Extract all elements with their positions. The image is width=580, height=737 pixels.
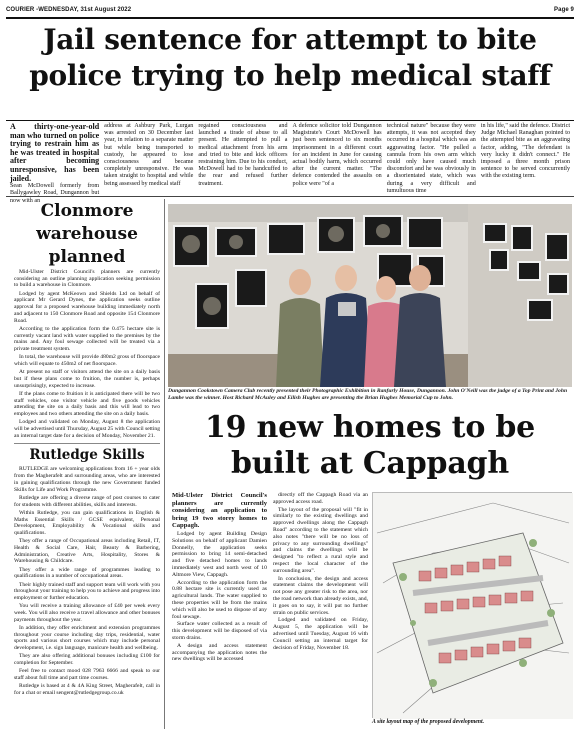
clonmore-paragraph: Lodged by agent McKeown and Shields Ltd on behalf of applicant Mr Gerard Dynes, the application seeks outline approval for a proposed warehouse building immediately north and adjacent to 150 Clonmore Road and opposite 154 Clonmore Road. <box>14 290 160 324</box>
cappagh-paragraph: directly off the Cappagh Road via an approved access road. <box>273 492 368 505</box>
jail-story-col-5: technical nature" because they were attempts, it was not accepted they occurred in a hospital which was an aggravating factor. "He pulled a cannula from his own arm which could only have caused much discomfort and he was obviously in a disorientated state, which was during a very difficult and tumultuous time <box>386 123 476 194</box>
column-divider <box>164 199 165 729</box>
cappagh-paragraph: According to the application form the 0.88 hectare site is currently used as agricultural lands. The water supplied to these properties will be from the mains which will also be used to dispose of any foul sewage. <box>172 579 267 620</box>
section-divider <box>6 196 574 197</box>
clonmore-paragraph: In total, the warehouse will provide 480m2 gross of floorspace which will equate to 450m2 of net floorspace. <box>14 354 160 367</box>
cappagh-paragraph: Lodged and validated on Friday, August 5, the application will be advertised until Tuesday, August 16 with Council setting an internal target for decision of Friday, November 18. <box>273 617 368 651</box>
rutledge-paragraph: Feel free to contact mood 028 7963 6666 and speak to our staff about full time and part time courses. <box>14 668 160 682</box>
rutledge-paragraph: They offer a wide range of programmes leading to qualifications in a number of occupational areas. <box>14 566 160 580</box>
left-column <box>14 200 160 731</box>
clonmore-paragraph: At present no staff or visitors attend the site on a daily basis but if these plans come to fruition, the number is, perhaps unsurprisingly, expected to increase. <box>14 369 160 389</box>
clonmore-story <box>14 269 160 439</box>
rutledge-paragraph: Rutledge are offering a diverse range of post courses to cater for students with different abilities, skills and interests. <box>14 494 160 508</box>
page-number: Page 9 <box>554 7 574 13</box>
cappagh-story-col-2 <box>273 492 368 732</box>
jail-story-col-6: in his life," said the defence. District Judge Michael Ranaghan pointed to the attempted bite as an aggravating factor, adding, "The defendant is very lucky it didn't connect." He imposed a three month prison sentence to be served concurrently with the existing term. <box>480 123 571 180</box>
rutledge-paragraph: Their highly trained staff and support team will work with you throughout your training to help you to achieve and progress into employment or further education. <box>14 581 160 602</box>
newspaper-dateline: COURIER -WEDNESDAY, 31st August 2022 <box>6 7 132 13</box>
site-plan-drawing <box>373 493 573 719</box>
cappagh-headline: 19 new homes to be built at Cappagh <box>204 410 536 481</box>
camera-club-photo <box>168 204 572 387</box>
jail-story-col-2: address at Ashbury Park, Lurgan was arrested on 30 December last year, in relation to a separate matter but while being transported to custody, he appeared to lose consciousness and became completely unresponsive. He was taken straight to hospital and while being assessed by medical staff <box>104 123 194 187</box>
cappagh-paragraph: Lodged by agent Building Design Solutions on behalf of applicant Damien Donnelly, the application seeks permission to bring 14 semi-detached and five detached homes to lands immediately west and north west of 10 Altmore View, Cappagh. <box>172 530 267 578</box>
page-header <box>6 4 574 16</box>
cappagh-paragraph: In conclusion, the design and access statement claims the development will not pose any greater risk to the area, nor the road network than already exists, and, it goes on to say, it will put no further strain on public services. <box>273 575 368 616</box>
rutledge-story <box>14 466 160 696</box>
rutledge-paragraph: Within Rutledge, you can gain qualifications in English & Maths Essential Skills / GCSE equivalent, Personal Development, Employability & Vocational skills and qualifications. <box>14 509 160 536</box>
clonmore-headline: Clonmore warehouse planned <box>36 201 138 267</box>
photo-illustration <box>168 204 572 387</box>
cappagh-story <box>172 492 368 732</box>
rutledge-paragraph: In addition, they offer enrichment and extension programmes throughout your course including day trips, residential, water sports and various short courses which may include personal development, i.e. sign language, manicure health and wellbeing. <box>14 625 160 652</box>
clonmore-paragraph: Mid-Ulster District Council's planners are currently considering an outline planning application seeking permission to build a warehouse in Clonmore. <box>14 269 160 289</box>
cappagh-story-col-1 <box>172 492 267 732</box>
headline-rule <box>6 120 574 121</box>
headline-line-1: Jail sentence for attempt to bite <box>43 23 537 56</box>
rutledge-headline: Rutledge Skills <box>14 443 160 464</box>
cappagh-lead: Mid-Ulster District Council's planners are currently considering an application to bring 19 two storey homes to Cappagh. <box>172 492 267 530</box>
cappagh-paragraph: Surface water collected as a result of this development will be disposed of via storm drains. <box>172 621 267 641</box>
site-layout-map <box>372 492 572 718</box>
clonmore-paragraph: If the plans come to fruition it is anticipated there will be two staff vehicles, one visitor vehicle and five goods vehicles attending the site on a daily basis and this will lead to two employees and two others attending the site on a daily basis. <box>14 390 160 418</box>
jail-story-body <box>10 122 571 204</box>
clonmore-paragraph: According to the application form the 0.475 hectare site is currently vacant land with water supplied to the premises by the mains and. Any foul sewage collected will be treated via a private treatment system. <box>14 325 160 352</box>
jail-story-lead: A thirty-one-year-old man who turned on police trying to restrain him as he was treated in hospital after becoming unresponsive, has been jailed. <box>10 122 100 183</box>
rutledge-paragraph: You will receive a training allowance of £40 per week every week. You will also receive a travel allowance and other bonuses payments throughout the year. <box>14 603 160 623</box>
rutledge-paragraph: Rutledge is based at 4 & 4A King Street, Magherafelt, call in for a chat or email sengent@rutledgegroup.co.uk <box>14 683 160 697</box>
rutledge-paragraph: RUTLEDGE are welcoming applications from 16 + year olds from the Magherafelt and surrounding areas, who are interested in gaining qualifications through the new Government funded Skills for Life and Work Programme. <box>14 466 160 493</box>
photo-caption: Dungannon Cookstown Camera Club recently presented their Photographic Exhibition in Ranfurly House, Dungannon. John O'Neill was the judge of a Top Print and John Lambe was the winner. Host Richard McAuley and Eilish Hughes are presenting the Brian Hughes Memorial Cup to John. <box>168 388 568 401</box>
map-caption: A site layout map of the proposed development. <box>372 719 485 725</box>
jail-story-col-4: A defence solicitor told Dungannon Magistrate's Court McDowell has just been sentenced to six months imprisonment in a different court for an incident in June for causing actual bodily harm, which occurred after the current matter. "The defence contended the assaults on police were "of a <box>292 123 382 187</box>
cappagh-paragraph: A design and access statement accompanying the application notes the new dwellings will be accessed <box>172 642 267 663</box>
header-rule <box>6 17 574 19</box>
clonmore-paragraph: Lodged and validated on Monday, August 8 the application will be advertised until Thursday, August 25 with Council setting an internal target date for a decision of Monday, November 21. <box>14 419 160 439</box>
cappagh-paragraph: The layout of the proposal will "fit in similarly to the existing dwellings and approved dwellings along the Cappagh Road" according to the statement which also notes "there will be no loss of privacy to any surrounding dwellings" and claims the dwellings will be designed "to reflect a rural style and respect the local character of the surrounding area". <box>273 506 368 574</box>
main-headline <box>8 22 572 94</box>
rutledge-paragraph: They are also offering additional bonuses including £100 for completion for September. <box>14 653 160 667</box>
jail-story-col-1 <box>10 122 100 204</box>
rutledge-paragraph: They offer a range of Occupational areas including Retail, IT, Health & Social Care, Hair, Beauty & Barbering, Administration, Creative Arts, Hospitality, Stores & Warehousing & Childcare. <box>14 538 160 565</box>
jail-story-col-3: regained consciousness and launched a tirade of abuse to all present. He attempted to pull a medical attachment from his arm and tried to bite and kick officers restraining him. Due to his conduct, McDowell had to be handcuffed to the rear and refused further treatment. <box>198 123 288 187</box>
jail-story-lead-body: Sean McDowell formerly from Ballygawley Road, Dungannon but now with an <box>10 183 100 204</box>
headline-line-2: police trying to help medical staff <box>29 59 551 92</box>
